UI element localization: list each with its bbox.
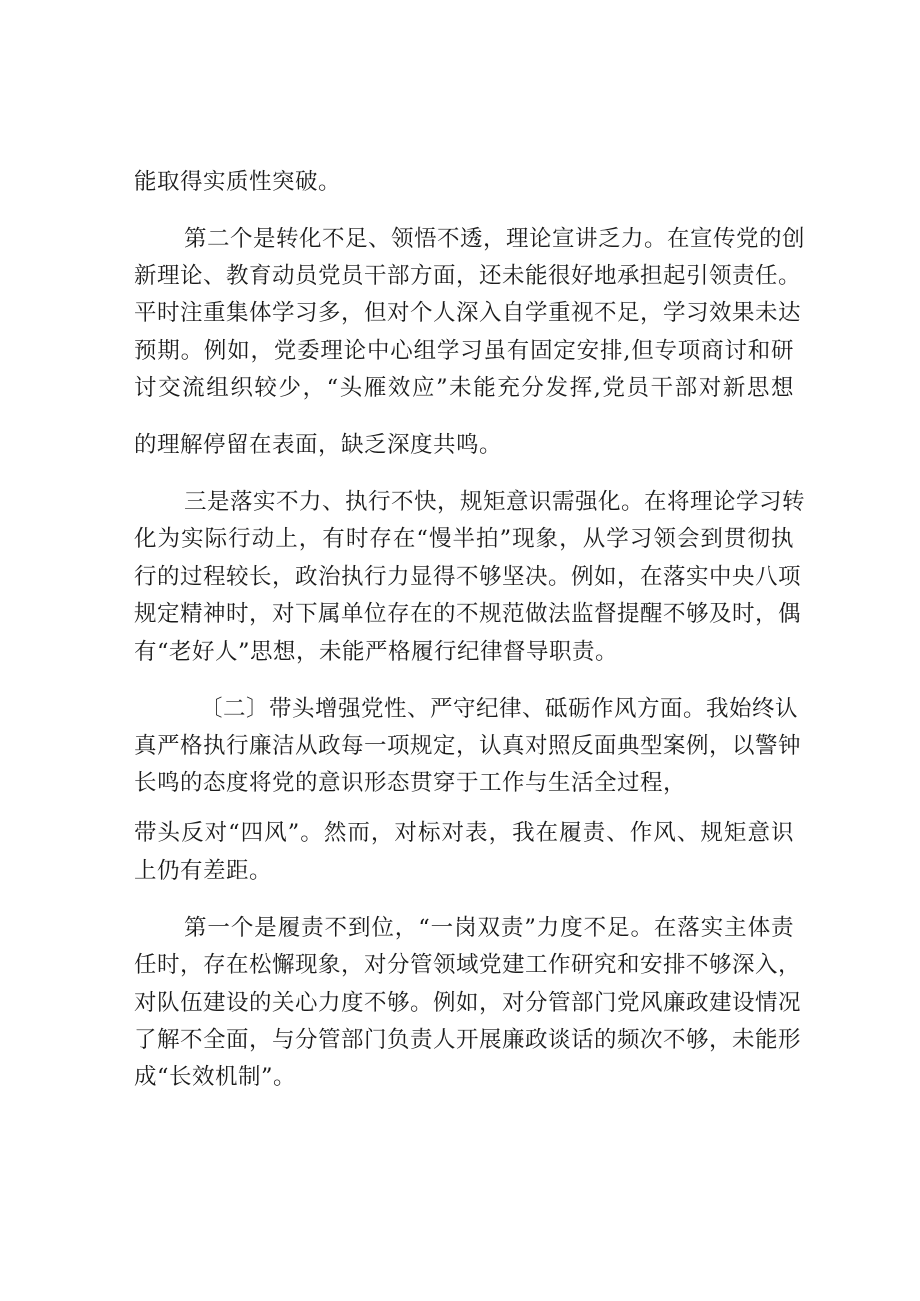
paragraph-first-line: 三是落实不力、执行不快，规矩意识需强化。在将理论学习转 bbox=[184, 489, 806, 515]
text-line: 上仍有差距。 bbox=[134, 858, 273, 884]
text-line: 任时，存在松懈现象，对分管领域党建工作研究和安排不够深入， bbox=[134, 952, 802, 978]
text-line: 能取得实质性突破。 bbox=[134, 169, 342, 195]
section-heading-line: 〔二〕带头增强党性、严守纪律、砥砺作风方面。我始终认 bbox=[200, 696, 799, 722]
text-line: 带头反对“四风”。然而，对标对表，我在履责、作风、规矩意识 bbox=[134, 820, 794, 846]
text-line: 平时注重集体学习多，但对个人深入自学重视不足，学习效果未达 bbox=[134, 300, 802, 326]
text-line: 的理解停留在表面，缺乏深度共鸣。 bbox=[134, 432, 503, 458]
paragraph-first-line: 第一个是履责不到位，“一岗双责”力度不足。在落实主体责 bbox=[184, 915, 794, 941]
text-line: 讨交流组织较少，“头雁效应”未能充分发挥,党员干部对新思想 bbox=[134, 375, 794, 401]
text-line: 化为实际行动上，有时存在“慢半拍”现象，从学习领会到贯彻执 bbox=[134, 526, 794, 552]
text-line: 新理论、教育动员党员干部方面，还未能很好地承担起引领责任。 bbox=[134, 263, 802, 289]
text-line: 有“老好人”思想，未能严格履行纪律督导职责。 bbox=[134, 639, 619, 665]
paragraph-first-line: 第二个是转化不足、领悟不透，理论宣讲乏力。在宣传党的创 bbox=[184, 226, 806, 252]
text-line: 了解不全面，与分管部门负责人开展廉政谈话的频次不够，未能形 bbox=[134, 1027, 802, 1053]
text-line: 规定精神时，对下属单位存在的不规范做法监督提醒不够及时，偶 bbox=[134, 601, 802, 627]
text-line: 行的过程较长，政治执行力显得不够坚决。例如，在落实中央八项 bbox=[134, 564, 802, 590]
text-line: 预期。例如，党委理论中心组学习虽有固定安排,但专项商讨和研 bbox=[134, 338, 794, 364]
text-line: 对队伍建设的关心力度不够。例如，对分管部门党风廉政建设情况 bbox=[134, 990, 802, 1016]
text-line: 长鸣的态度将党的意识形态贯穿于工作与生活全过程， bbox=[134, 770, 687, 796]
text-line: 真严格执行廉洁从政每一项规定，认真对照反面典型案例，以警钟 bbox=[134, 733, 802, 759]
text-line: 成“长效机制”。 bbox=[134, 1064, 297, 1090]
